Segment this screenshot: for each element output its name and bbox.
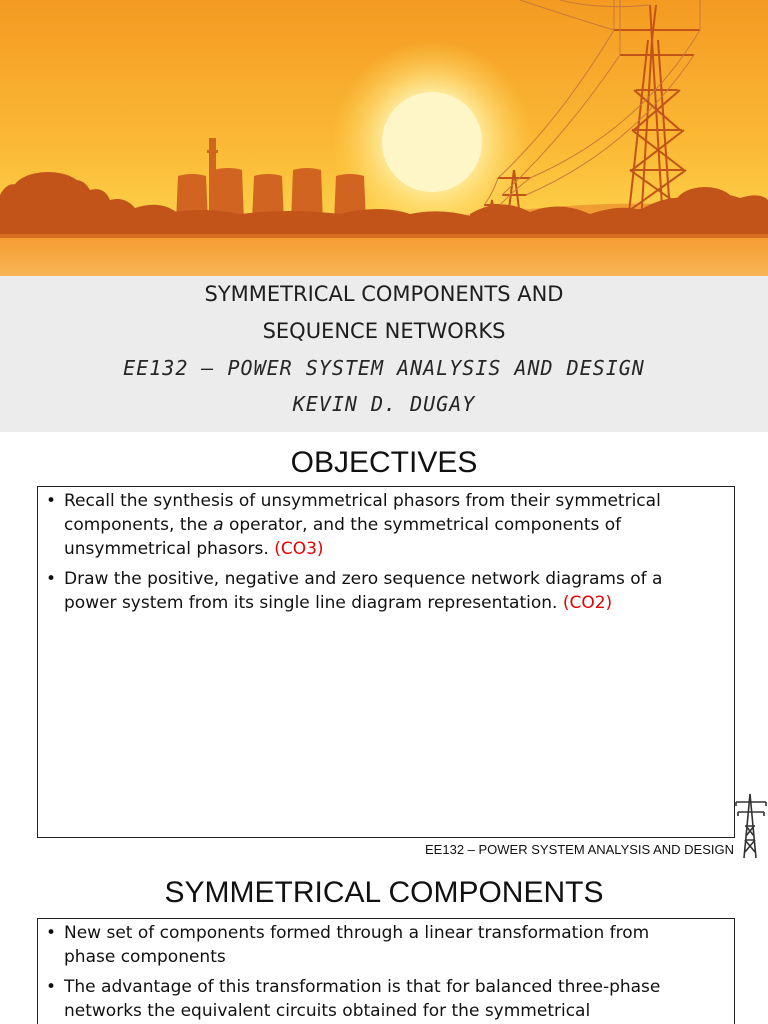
title-line-2: SEQUENCE NETWORKS (262, 319, 506, 343)
transmission-tower-icon (734, 790, 768, 860)
content-bullet-2: • The advantage of this transformation is that for balanced three-phase networks the equivalent circuits obtained for the symmetrical (44, 975, 728, 1023)
slide-footer: EE132 – POWER SYSTEM ANALYSIS AND DESIGN (425, 842, 734, 857)
course-outcome-code: (CO2) (562, 593, 613, 613)
objectives-heading: OBJECTIVES (290, 446, 478, 479)
objectives-box (37, 486, 735, 838)
content-bullet-1: • New set of components formed through a linear transformation from phase components (44, 921, 728, 969)
objective-bullet-1: • Recall the synthesis of unsymmetrical phasors from their symmetrical components, the a operator, and the symmetrical components of unsymmetrical phasors. (CO3) (44, 489, 728, 561)
symmetrical-components-box (37, 918, 735, 1024)
title-line-1: SYMMETRICAL COMPONENTS AND (204, 282, 564, 306)
symmetrical-components-slide (0, 864, 768, 1024)
objectives-slide (0, 432, 768, 864)
sunset-power-plant-illustration (0, 0, 768, 276)
course-outcome-code: (CO3) (274, 539, 324, 559)
author-name: KEVIN D. DUGAY (292, 392, 476, 416)
course-subtitle: EE132 – POWER SYSTEM ANALYSIS AND DESIGN (123, 356, 645, 380)
symmetrical-components-heading: SYMMETRICAL COMPONENTS (164, 876, 604, 909)
title-slide (0, 0, 768, 432)
objective-bullet-2: • Draw the positive, negative and zero sequence network diagrams of a power system from its single line diagram representation. (CO2) (44, 567, 728, 615)
